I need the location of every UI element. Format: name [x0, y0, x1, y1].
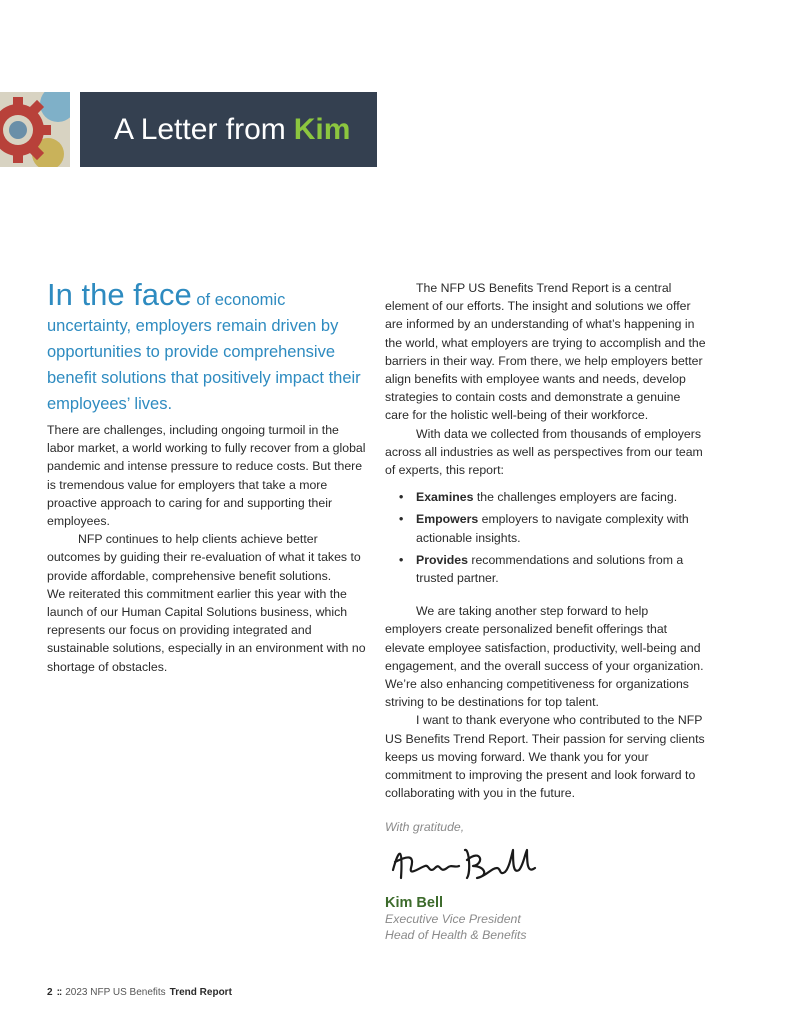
- page-number: 2: [47, 987, 53, 998]
- bullet-text: recommendations and solutions from a trusted partner.: [416, 552, 684, 586]
- footer-separator: ::: [56, 987, 62, 998]
- signature-image: [385, 838, 545, 888]
- right-column: [385, 279, 707, 943]
- lead-statement: [47, 278, 369, 417]
- right-paragraph: We are taking another step forward to help employers create personalized benefit offerings that elevate employee satisfaction, productivity, well-being and engagement, and the overall success of your organization. We’re also enhancing competitiveness for organizations striving to be destinations for top talent.: [385, 604, 704, 710]
- page-title: [80, 92, 377, 167]
- signer-name: Kim Bell: [385, 895, 444, 912]
- right-paragraph: With data we collected from thousands of employers across all industries as well as perspectives from our team of experts, this report:: [385, 426, 703, 478]
- right-paragraph: The NFP US Benefits Trend Report is a central element of our efforts. The insight and solutions we offer are informed by an understanding of what’s happening in the world, what employers are trying to accomplish and the barriers in their way. From there, we help employers better align benefits with employee wants and needs, develop strategies to contain costs and demonstrate a genuine care for the holistic well-being of their workforce.: [385, 281, 706, 423]
- footer-report-prefix: 2023 NFP US Benefits: [65, 987, 166, 998]
- bullet-text: employers to navigate complexity with actionable insights.: [416, 512, 689, 545]
- closing-line: With gratitude,: [385, 820, 465, 835]
- gears-graphic: [0, 92, 70, 167]
- lead-big: In the face: [47, 277, 192, 312]
- bullet-bold: Provides: [416, 552, 468, 567]
- list-item: [385, 488, 707, 506]
- lead-rest: of economic uncertainty, employers remain driven by opportunities to provide comprehensive benefit solutions that positively impact their employees’ lives.: [47, 291, 361, 413]
- left-column: [47, 278, 369, 676]
- page-footer: [47, 987, 232, 998]
- gears-icon: [0, 92, 70, 167]
- title-name: Kim: [293, 112, 351, 146]
- report-bullet-list: [385, 488, 707, 587]
- list-item: [385, 510, 707, 546]
- bullet-bold: Examines: [416, 490, 474, 505]
- footer-report-suffix: Trend Report: [169, 987, 232, 998]
- left-paragraph: There are challenges, including ongoing turmoil in the labor market, a world working to fully recover from a global pandemic and intense pressure to reduce costs. But there is tremendous value for employers that take a more proactive approach to caring for and supporting their employees.: [47, 423, 366, 529]
- bullet-bold: Empowers: [416, 512, 479, 527]
- bullet-text: the challenges employers are facing.: [473, 490, 678, 505]
- left-paragraph: NFP continues to help clients achieve better outcomes by guiding their re-evaluation of what it takes to provide affordable, comprehensive benefit solutions.: [47, 532, 361, 583]
- right-paragraph: I want to thank everyone who contributed to the NFP US Benefits Trend Report. Their passion for serving clients keeps us moving forward. We thank you for your commitment to improving the present and look forward to collaborating with you in the future.: [385, 713, 705, 801]
- signer-dept: Head of Health & Benefits: [385, 928, 527, 943]
- title-prefix: A Letter from: [114, 112, 286, 146]
- left-paragraph: We reiterated this commitment earlier this year with the launch of our Human Capital Solutions business, which represents our focus on providing integrated and sustainable solutions, especially in an environment with no shortage of obstacles.: [47, 586, 366, 674]
- list-item: [385, 551, 707, 587]
- signer-title: Executive Vice President: [385, 912, 521, 927]
